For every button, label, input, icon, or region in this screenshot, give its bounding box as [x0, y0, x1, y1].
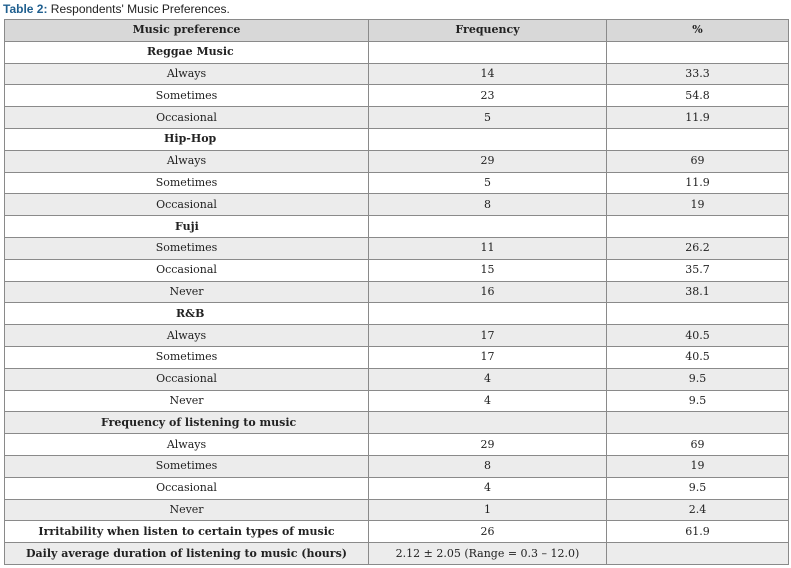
section-label: Fuji — [175, 219, 199, 233]
percent-cell: 9.5 — [607, 390, 789, 412]
preference-cell: Sometimes — [5, 85, 369, 107]
frequency-cell — [369, 303, 607, 325]
header-frequency: Frequency — [369, 20, 607, 42]
section-row — [5, 216, 789, 238]
preference-cell: Sometimes — [5, 172, 369, 194]
frequency-cell: 4 — [369, 477, 607, 499]
table-row — [5, 477, 789, 499]
section-label-cell — [5, 303, 369, 325]
frequency-cell: 29 — [369, 150, 607, 172]
table-body — [5, 41, 789, 564]
frequency-cell: 2.12 ± 2.05 (Range = 0.3 – 12.0) — [369, 543, 607, 565]
table-row — [5, 325, 789, 347]
percent-cell: 19 — [607, 455, 789, 477]
percent-cell: 54.8 — [607, 85, 789, 107]
percent-cell: 69 — [607, 150, 789, 172]
header-percent: % — [607, 20, 789, 42]
percent-cell: 11.9 — [607, 107, 789, 129]
preference-cell: Always — [5, 150, 369, 172]
section-label: R&B — [176, 306, 205, 320]
section-label: Reggae Music — [147, 45, 234, 59]
table-row — [5, 543, 789, 565]
table-row — [5, 237, 789, 259]
frequency-cell: 17 — [369, 325, 607, 347]
preference-cell: Always — [5, 325, 369, 347]
preference-cell: Occasional — [5, 368, 369, 390]
frequency-cell: 4 — [369, 390, 607, 412]
percent-cell: 38.1 — [607, 281, 789, 303]
frequency-cell: 8 — [369, 194, 607, 216]
table-header — [5, 20, 789, 42]
section-row — [5, 412, 789, 434]
section-label-cell — [5, 412, 369, 434]
frequency-cell: 5 — [369, 172, 607, 194]
section-label: Frequency of listening to music — [101, 415, 297, 429]
section-row — [5, 41, 789, 63]
preference-cell: Occasional — [5, 107, 369, 129]
percent-cell — [607, 41, 789, 63]
table-row — [5, 455, 789, 477]
section-row — [5, 128, 789, 150]
preference-cell: Always — [5, 434, 369, 456]
section-label-cell — [5, 216, 369, 238]
frequency-cell: 8 — [369, 455, 607, 477]
percent-cell — [607, 303, 789, 325]
frequency-cell: 4 — [369, 368, 607, 390]
percent-cell: 19 — [607, 194, 789, 216]
percent-cell — [607, 412, 789, 434]
table-row — [5, 194, 789, 216]
table-row — [5, 172, 789, 194]
frequency-cell: 11 — [369, 237, 607, 259]
preference-cell: Always — [5, 63, 369, 85]
preference-cell: Irritability when listen to certain types of music — [5, 521, 369, 543]
frequency-cell — [369, 216, 607, 238]
table-row — [5, 63, 789, 85]
table-caption-label: Table 2: — [3, 2, 48, 16]
preference-cell: Never — [5, 281, 369, 303]
preference-cell: Never — [5, 499, 369, 521]
preference-cell: Sometimes — [5, 455, 369, 477]
percent-cell: 69 — [607, 434, 789, 456]
section-row — [5, 303, 789, 325]
table-row — [5, 150, 789, 172]
table-row — [5, 281, 789, 303]
frequency-cell: 14 — [369, 63, 607, 85]
frequency-cell: 26 — [369, 521, 607, 543]
preference-cell: Occasional — [5, 477, 369, 499]
table-row — [5, 390, 789, 412]
frequency-cell: 1 — [369, 499, 607, 521]
preference-cell: Sometimes — [5, 237, 369, 259]
header-music-preference: Music preference — [5, 20, 369, 42]
table-row — [5, 85, 789, 107]
frequency-cell: 16 — [369, 281, 607, 303]
percent-cell: 35.7 — [607, 259, 789, 281]
percent-cell: 61.9 — [607, 521, 789, 543]
percent-cell: 9.5 — [607, 368, 789, 390]
frequency-cell — [369, 412, 607, 434]
percent-cell — [607, 128, 789, 150]
percent-cell: 26.2 — [607, 237, 789, 259]
percent-cell: 40.5 — [607, 325, 789, 347]
frequency-cell — [369, 128, 607, 150]
percent-cell: 33.3 — [607, 63, 789, 85]
table-caption-text: Respondents' Music Preferences. — [47, 2, 230, 16]
table-row — [5, 259, 789, 281]
table-row — [5, 368, 789, 390]
section-label-cell — [5, 41, 369, 63]
table-row — [5, 499, 789, 521]
music-preferences-table — [4, 19, 789, 565]
frequency-cell: 15 — [369, 259, 607, 281]
frequency-cell — [369, 41, 607, 63]
percent-cell: 2.4 — [607, 499, 789, 521]
table-row — [5, 346, 789, 368]
percent-cell — [607, 216, 789, 238]
preference-cell: Never — [5, 390, 369, 412]
frequency-cell: 5 — [369, 107, 607, 129]
preference-cell: Daily average duration of listening to music (hours) — [5, 543, 369, 565]
frequency-cell: 23 — [369, 85, 607, 107]
table-row — [5, 434, 789, 456]
table-row — [5, 107, 789, 129]
header-row — [5, 20, 789, 42]
percent-cell: 9.5 — [607, 477, 789, 499]
preference-cell: Sometimes — [5, 346, 369, 368]
table-caption — [3, 1, 230, 17]
frequency-cell: 17 — [369, 346, 607, 368]
frequency-cell: 29 — [369, 434, 607, 456]
preference-cell: Occasional — [5, 259, 369, 281]
percent-cell — [607, 543, 789, 565]
section-label: Hip-Hop — [164, 132, 217, 146]
percent-cell: 11.9 — [607, 172, 789, 194]
percent-cell: 40.5 — [607, 346, 789, 368]
table-row — [5, 521, 789, 543]
preference-cell: Occasional — [5, 194, 369, 216]
section-label-cell — [5, 128, 369, 150]
